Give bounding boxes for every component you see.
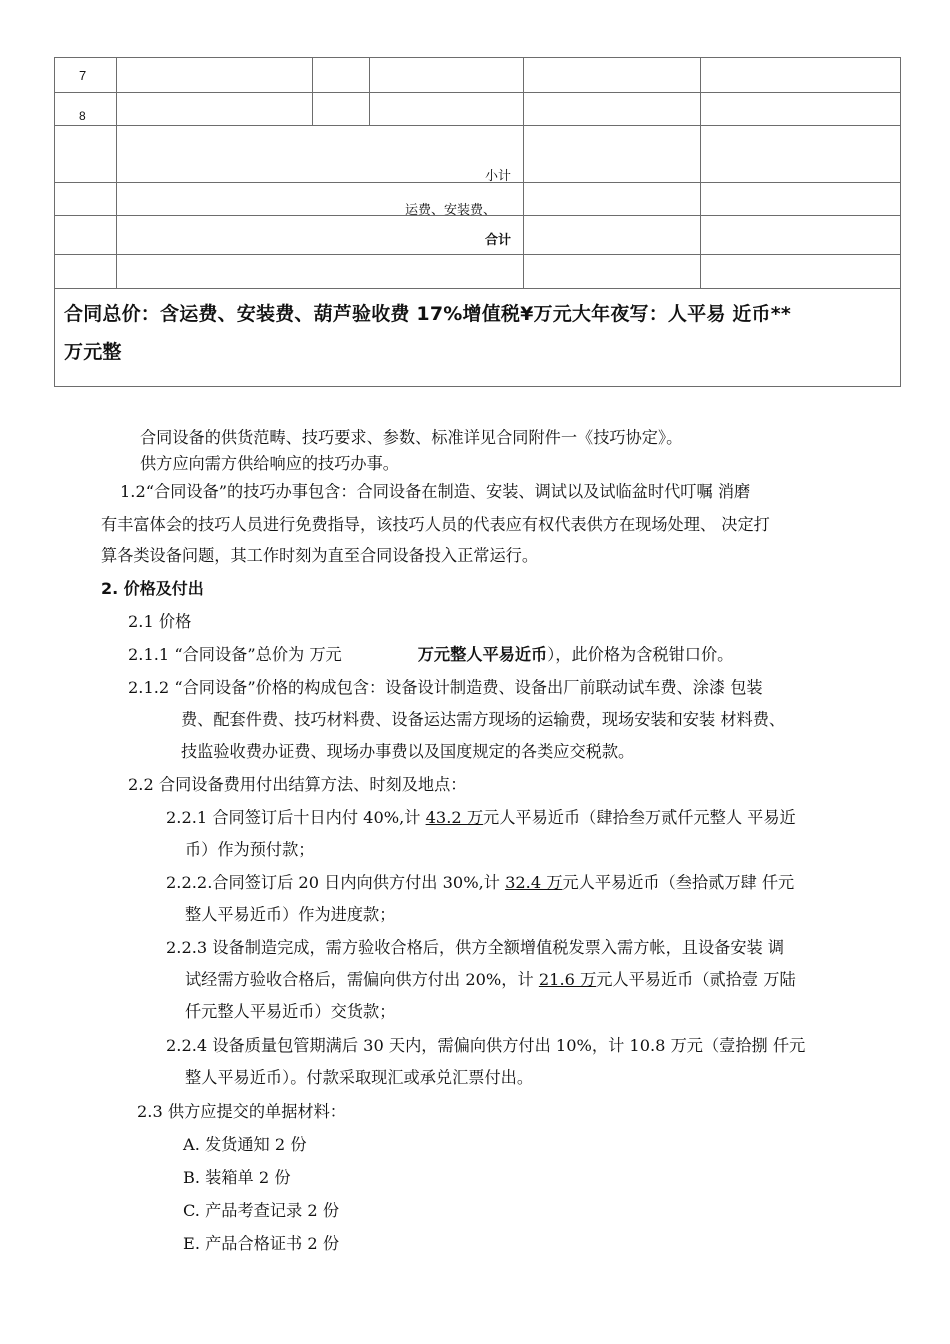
clause-text: 2.2.1 合同签订后十日内付 40%,计 (166, 808, 426, 827)
clause-2-1-2: 2.1.2 “合同设备”价格的构成包含：设备设计制造费、设备出厂前联动试车费、涂漆 包装 (128, 678, 763, 697)
row-divider (55, 125, 900, 126)
clause-bold-text: 万元整人平易近币 (417, 645, 548, 664)
row-divider (55, 288, 900, 289)
paragraph: 算各类设备问题，其工作时刻为直至合同设备投入正常运行。 (101, 546, 539, 565)
clause-2-2-3: 仟元整人平易近币）交货款； (185, 1002, 396, 1021)
clause-text: 元人平易近币（叁拾贰万肆 仟元 (562, 873, 795, 892)
amount-underlined: 43.2 万 (425, 808, 484, 827)
subtotal-label: 小计 (485, 168, 512, 183)
grand-total-line-2: 万元整 (64, 341, 122, 363)
row-divider (55, 254, 900, 255)
list-item: A. 发货通知 2 份 (183, 1135, 307, 1154)
paragraph: 合同设备的供货范畴、技巧要求、参数、标准详见合同附件一《技巧协定》。 (140, 428, 683, 447)
clause-text: 试经需方验收合格后，需偏向供方付出 20%，计 (185, 970, 539, 989)
row-divider (55, 92, 900, 93)
clause-text: 元人平易近币（肆拾叁万贰仟元整人 平易近 (483, 808, 796, 827)
paragraph: 1.2“合同设备”的技巧办事包含：合同设备在制造、安装、调试以及试临盆时代叮嘱 消磨 (120, 482, 751, 501)
clause-2-2-3 (185, 970, 796, 990)
clause-2-2-4: 2.2.4 设备质量包管期满后 30 天内，需偏向供方付出 10%，计 10.8 万元（壹拾捌 仟元 (166, 1036, 806, 1055)
clause-2-2-1 (166, 808, 796, 828)
grand-total-line-1: 合同总价：含运费、安装费、葫芦验收费 17%增值税¥万元大年夜写：人平易 近币** (64, 303, 792, 325)
row-divider (55, 182, 900, 183)
clause-2-1-2: 技监验收费办证费、现场办事费以及国度规定的各类应交税款。 (181, 742, 635, 761)
clause-2-2-2: 整人平易近币）作为进度款； (185, 905, 396, 924)
amount-underlined: 32.4 万 (505, 873, 563, 892)
amount-underlined: 21.6 万 (538, 970, 597, 989)
clause-2-1-1 (128, 645, 733, 665)
clause-2-2-3: 2.2.3 设备制造完成，需方验收合格后，供方全额增值税发票入需方帐，且设备安装 调 (166, 938, 785, 957)
list-item: C. 产品考查记录 2 份 (183, 1201, 340, 1220)
col-divider (369, 58, 370, 125)
price-table (54, 57, 901, 387)
section-2-heading: 2. 价格及付出 (101, 579, 204, 598)
clause-2-2-1: 币）作为预付款； (185, 840, 315, 859)
clause-text: 2.2.2.合同签订后 20 日内向供方付出 30%,计 (166, 873, 506, 892)
col-divider (700, 58, 701, 288)
col-divider (312, 58, 313, 125)
subsection-heading: 2.1 价格 (128, 612, 192, 631)
paragraph: 有丰富体会的技巧人员进行免费指导，该技巧人员的代表应有权代表供方在现场处理、 决定打 (101, 515, 770, 534)
total-label: 合计 (485, 232, 512, 247)
row-number: 8 (79, 109, 86, 123)
list-item: E. 产品合格证书 2 份 (183, 1234, 340, 1253)
clause-2-1-2: 费、配套件费、技巧材料费、设备运达需方现场的运输费，现场安装和安装 材料费、 (181, 710, 786, 729)
clause-text: ），此价格为含税钳口价。 (547, 645, 734, 664)
clause-2-2-4: 整人平易近币）。付款采取现汇或承兑汇票付出。 (185, 1068, 534, 1087)
list-item: B. 装箱单 2 份 (183, 1168, 291, 1187)
clause-text: 元人平易近币（贰拾壹 万陆 (596, 970, 796, 989)
col-divider (523, 58, 524, 288)
col-divider (116, 58, 117, 288)
paragraph: 供方应向需方供给响应的技巧办事。 (140, 454, 399, 473)
row-number: 7 (79, 68, 87, 83)
freight-label: 运费、安装费、 (405, 202, 497, 217)
subsection-heading: 2.2 合同设备费用付出结算方法、时刻及地点： (128, 775, 467, 794)
clause-text: 2.1.1 “合同设备”总价为 万元 (128, 645, 342, 664)
clause-2-2-2 (166, 873, 794, 893)
subsection-heading: 2.3 供方应提交的单据材料： (137, 1102, 346, 1121)
